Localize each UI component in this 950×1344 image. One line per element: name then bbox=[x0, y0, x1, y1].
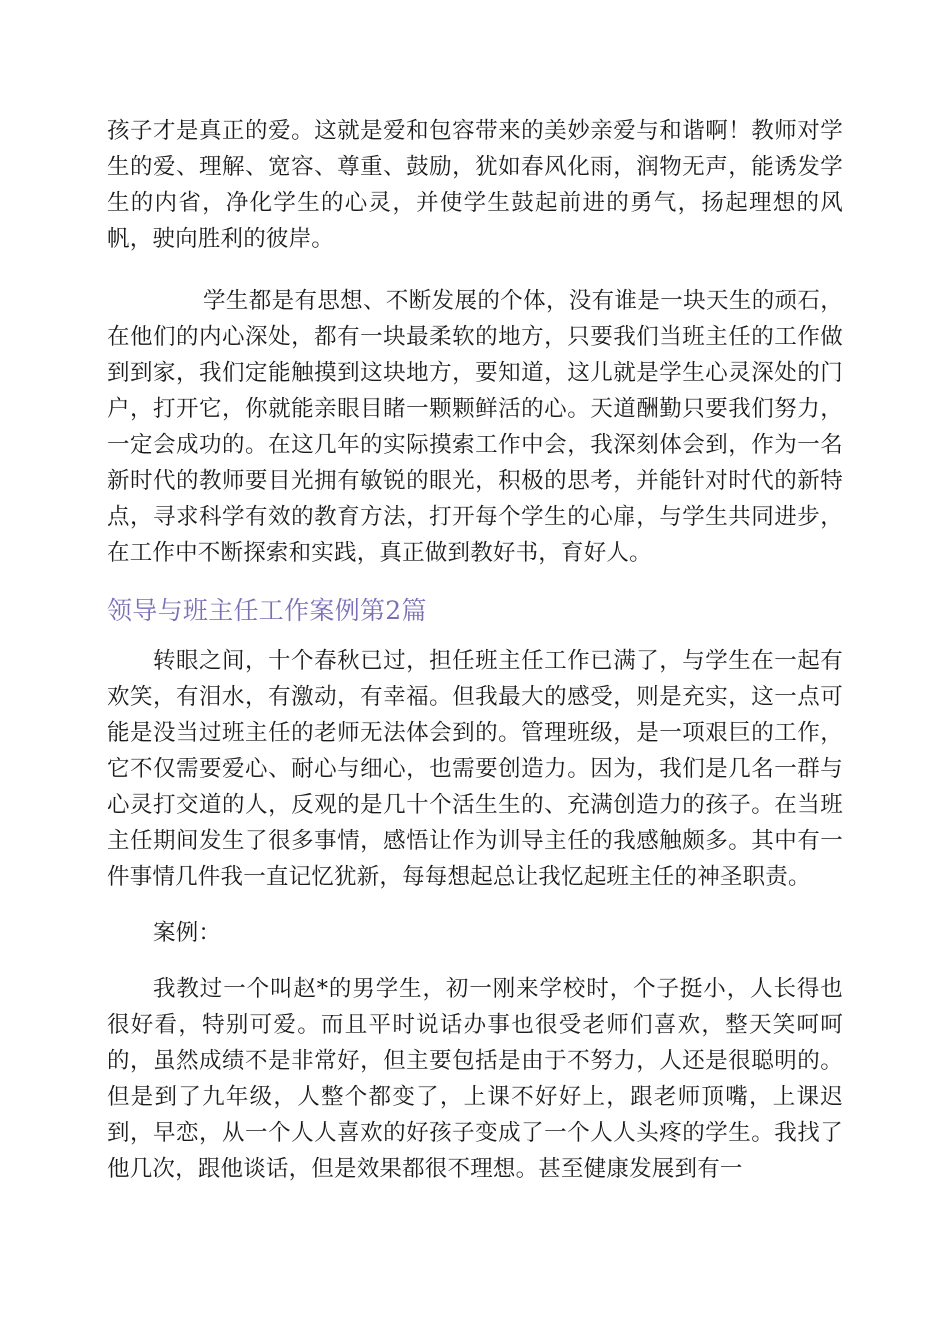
paragraph-students-thinking: 学生都是有思想、不断发展的个体，没有谁是一块天生的顽石，在他们的内心深处，都有一块最柔软的地方，只要我们当班主任的工作做到到家，我们定能触摸到这块地方，要知道，这儿就是学生心灵深处的门户，打开它，你就能亲眼目睹一颗颗鲜活的心。天道酬勤只要我们努力，一定会成功的。在这几年的实际摸索工作中会，我深刻体会到，作为一名新时代的教师要目光拥有敏锐的眼光，积极的思考，并能针对时代的新特点，寻求科学有效的教育方法，打开每个学生的心扉，与学生共同进步，在工作中不断探索和实践，真正做到教好书，育好人。 bbox=[107, 288, 843, 566]
paragraph-case-label: 案例： bbox=[153, 920, 222, 946]
section-heading: 领导与班主任工作案例第2篇 bbox=[107, 596, 427, 625]
paragraph-ten-years: 转眼之间，十个春秋已过，担任班主任工作已满了，与学生在一起有欢笑，有泪水，有激动，有幸福。但我最大的感受，则是充实，这一点可能是没当过班主任的老师无法体会到的。管理班级，是一项艰巨的工作，它不仅需要爱心、耐心与细心，也需要创造力。因为，我们是几名一群与心灵打交道的人，反观的是几十个活生生的、充满创造力的孩子。在当班主任期间发生了很多事情，感悟让作为训导主任的我感触颇多。其中有一件事情几件我一直记忆犹新，每每想起总让我忆起班主任的神圣职责。 bbox=[107, 648, 843, 890]
document-body bbox=[107, 113, 843, 1187]
paragraph-case-story: 我教过一个叫赵*的男学生，初一刚来学校时，个子挺小，人长得也很好看，特别可爱。而且平时说话办事也很受老师们喜欢，整天笑呵呵的，虽然成绩不是非常好，但主要包括是由于不努力，人还是很聪明的。但是到了九年级，人整个都变了，上课不好好上，跟老师顶嘴，上课迟到，早恋，从一个人人喜欢的好孩子变成了一个人人头疼的学生。我找了他几次，跟他谈话，但是效果都很不理想。甚至健康发展到有一 bbox=[107, 976, 843, 1182]
paragraph-love-and-tolerance: 孩子才是真正的爱。这就是爱和包容带来的美妙亲爱与和谐啊！教师对学生的爱、理解、宽容、尊重、鼓励，犹如春风化雨，润物无声，能诱发学生的内省，净化学生的心灵，并使学生鼓起前进的勇气，扬起理想的风帆，驶向胜利的彼岸。 bbox=[107, 118, 843, 252]
